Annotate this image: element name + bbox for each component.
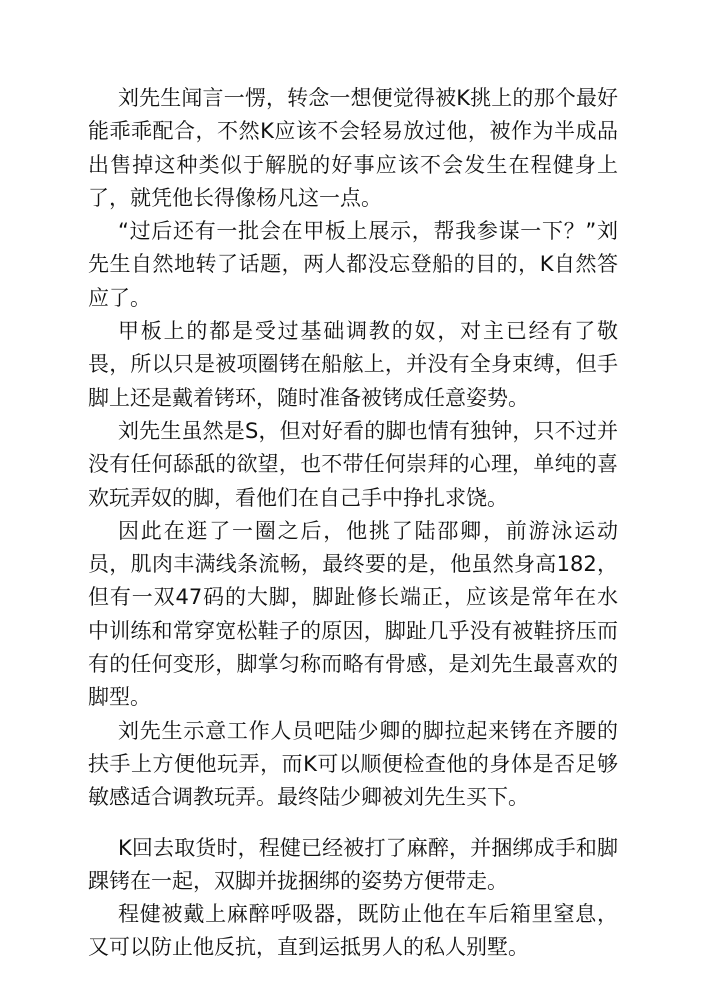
paragraph: “过后还有一批会在甲板上展示，帮我参谋一下？”刘先生自然地转了话题，两人都没忘登船的目的，K自然答应了。 (88, 219, 618, 310)
paragraph: K回去取货时，程健已经被打了麻醉，并捆绑成手和脚踝铐在一起，双脚并拢捆绑的姿势方便带走。 (88, 835, 618, 893)
document-body (88, 82, 618, 965)
paragraph: 因此在逛了一圈之后，他挑了陆邵卿，前游泳运动员，肌肉丰满线条流畅，最终要的是，他虽然身高182，但有一双47码的大脚，脚趾修长端正，应该是常年在水中训练和常穿宽松鞋子的原因，脚趾几乎没有被鞋挤压而有的任何变形，脚掌匀称而略有骨感，是刘先生最喜欢的脚型。 (88, 518, 618, 710)
paragraph: 刘先生示意工作人员吧陆少卿的脚拉起来铐在齐腰的扶手上方便他玩弄，而K可以顺便检查他的身体是否足够敏感适合调教玩弄。最终陆少卿被刘先生买下。 (88, 718, 618, 810)
section-break (88, 815, 618, 832)
paragraph: 程健被戴上麻醉呼吸器，既防止他在车后箱里窒息，又可以防止他反抗，直到运抵男人的私人别墅。 (88, 902, 618, 960)
paragraph: 刘先生虽然是S，但对好看的脚也情有独钟，只不过并没有任何舔舐的欲望，也不带任何崇拜的心理，单纯的喜欢玩弄奴的脚，看他们在自己手中挣扎求饶。 (88, 418, 618, 510)
paragraph: 甲板上的都是受过基础调教的奴，对主已经有了敬畏，所以只是被项圈铐在船舷上，并没有全身束缚，但手脚上还是戴着铐环，随时准备被铐成任意姿势。 (88, 319, 618, 410)
paragraph: 刘先生闻言一愣，转念一想便觉得被K挑上的那个最好能乖乖配合，不然K应该不会轻易放过他，被作为半成品出售掉这种类似于解脱的好事应该不会发生在程健身上了，就凭他长得像杨凡这一点。 (88, 86, 618, 210)
